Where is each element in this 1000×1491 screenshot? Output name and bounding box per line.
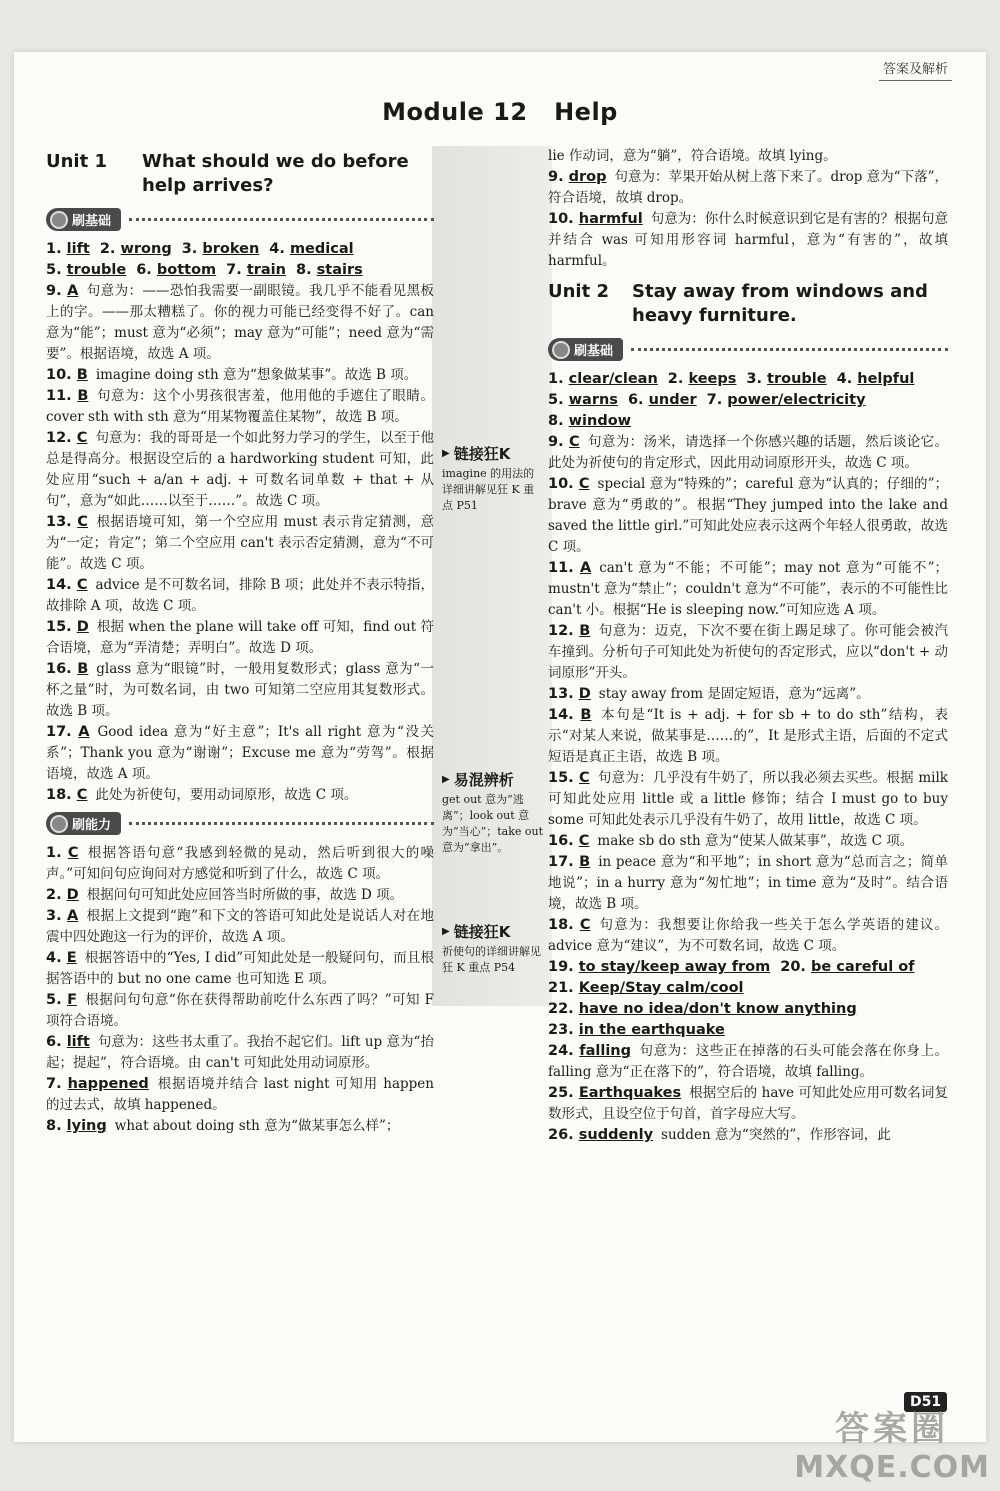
item-answer: C — [569, 434, 580, 450]
item-answer: D — [578, 686, 591, 702]
item-answer: C — [578, 476, 590, 492]
answer-line — [548, 369, 948, 390]
answer-number: 1. — [46, 241, 67, 257]
item-answer: harmful — [578, 211, 643, 227]
item-answer: C — [578, 770, 590, 786]
answer-group — [548, 1001, 857, 1017]
answer-group — [746, 371, 826, 387]
answer-number: 23. — [548, 1022, 579, 1038]
list-item — [46, 722, 434, 785]
item-answer: C — [578, 833, 590, 849]
item-number: 8. — [46, 1118, 67, 1134]
section-badge-ability — [46, 812, 434, 835]
sidebar-note-head: 链接狂K — [453, 923, 511, 941]
answer-group — [707, 392, 866, 408]
sidebar-note-link-1 — [442, 446, 544, 514]
item-answer: C — [67, 845, 79, 861]
answer-line — [548, 957, 948, 978]
item-number: 13. — [46, 514, 78, 530]
list-item — [548, 768, 948, 831]
answer-value: medical — [289, 241, 354, 257]
module-title: Module 12 Help — [382, 98, 618, 126]
item-explanation: advice 是不可数名词，排除 B 项；此处并不表示特指，故排除 A 项，故选 C 项。 — [46, 577, 434, 614]
answer-line — [548, 411, 948, 432]
item-number: 16. — [548, 833, 579, 849]
item-answer: drop — [568, 169, 607, 185]
item-number: 25. — [548, 1085, 579, 1101]
item-number: 16. — [46, 661, 78, 677]
list-item — [46, 990, 434, 1032]
sidebar-note-head: 易混辨析 — [453, 771, 514, 789]
answer-line — [548, 1020, 948, 1041]
answer-group — [100, 241, 172, 257]
item-answer: C — [579, 917, 591, 933]
item-number: 4. — [46, 950, 67, 966]
unit1-basic-answers — [46, 239, 434, 281]
item-explanation: 根据语境可知，第一个空应用 must 表示肯定猜测，意为“一定；肯定”；第二个空应用 can't 表示否定猜测，意为“不可能”。故选 C 项。 — [46, 514, 434, 572]
list-item — [46, 885, 434, 906]
left-column — [46, 146, 434, 1137]
answer-value: trouble — [66, 262, 127, 278]
item-explanation: 根据空后的 have 可知此处应用可数名词复数形式，且设空位于句首，首字母应大写。 — [548, 1085, 948, 1122]
list-item — [46, 281, 434, 365]
item-number: 9. — [548, 434, 570, 450]
unit1-heading — [46, 150, 434, 198]
item-explanation: 句意为：苹果开始从树上落下来了。drop 意为“下落”，符合语境，故填 drop。 — [548, 169, 948, 206]
unit2-phrase-answers — [548, 957, 948, 1041]
answer-number: 3. — [181, 241, 203, 257]
answer-group — [269, 241, 353, 257]
list-item — [46, 428, 434, 512]
list-item — [46, 512, 434, 575]
item-number: 6. — [46, 1034, 67, 1050]
item-explanation: stay away from 是固定短语，意为“远离”。 — [598, 686, 870, 702]
answer-group — [548, 980, 744, 996]
item-number: 5. — [46, 992, 68, 1008]
item-answer: falling — [579, 1043, 631, 1059]
item-explanation: make sb do sth 意为“使某人做某事”，故选 C 项。 — [597, 833, 914, 849]
item-explanation: glass 意为“眼镜”时，一般用复数形式；glass 意为“一杯之量”时，为可数名词，由 two 可知第二空应用其复数形式。故选 B 项。 — [46, 661, 434, 719]
item-answer: A — [78, 724, 90, 740]
answer-number: 7. — [226, 262, 247, 278]
item-number: 1. — [46, 845, 68, 861]
item-number: 17. — [46, 724, 79, 740]
item-answer: suddenly — [578, 1127, 654, 1143]
item-explanation: 根据上文提到“跑”和下文的答语可知此处是说话人对在地震中四处跑这一行为的评价，故选 A 项。 — [46, 908, 434, 945]
list-item — [548, 831, 948, 852]
watermark-top: 答案圈 — [835, 1409, 950, 1449]
list-item — [548, 684, 948, 705]
answer-line — [548, 999, 948, 1020]
list-item — [548, 167, 948, 209]
item-answer: D — [66, 887, 79, 903]
unit1-ability-items — [46, 843, 434, 1137]
item-number: 12. — [548, 623, 580, 639]
item-answer: C — [77, 514, 88, 530]
sidebar-note-link-2 — [442, 924, 544, 976]
answer-value: clear/clean — [568, 371, 658, 387]
list-item — [548, 852, 948, 915]
dotted-divider — [129, 218, 434, 221]
item-answer: B — [77, 388, 89, 404]
list-item — [46, 1116, 434, 1137]
item-answer: C — [76, 577, 88, 593]
answer-number: 6. — [627, 392, 649, 408]
item-explanation: imagine doing sth 意为“想象做某事”。故选 B 项。 — [95, 367, 418, 383]
answer-group — [46, 241, 90, 257]
sidebar-note-text: imagine 的用法的详细讲解见狂 K 重点 P51 — [442, 467, 535, 512]
answer-number: 21. — [548, 980, 579, 996]
item-answer: D — [76, 619, 89, 635]
item-number: 14. — [46, 577, 77, 593]
item-explanation: can't 意为“不能；不可能”；may not 意为“可能不”；mustn't 意为“禁止”；couldn't 意为“不可能”，表示的不可能性比 can't 小。根据“He is sleeping now.”可知应选 A 项。 — [548, 560, 948, 618]
unit2-title: Stay away from windows and heavy furniture. — [632, 281, 928, 326]
item-explanation: 根据答语句意“我感到轻微的晃动，然后听到很大的噪声。”可知问句应询问对方感觉和听到了什么，故选 C 项。 — [46, 845, 434, 882]
item-number: 2. — [46, 887, 67, 903]
answer-number: 4. — [836, 371, 858, 387]
answer-value: to stay/keep away from — [578, 959, 771, 975]
item-explanation: 句意为：我想要让你给我一些关于怎么学英语的建议。advice 意为“建议”，为不可数名词，故选 C 项。 — [548, 917, 948, 954]
item-number: 13. — [548, 686, 579, 702]
dotted-divider — [129, 822, 434, 825]
answer-group — [136, 262, 216, 278]
continued-text: lie 作动词，意为“躺”，符合语境。故填 lying。 — [548, 148, 837, 164]
answer-number: 2. — [667, 371, 689, 387]
item-number: 3. — [46, 908, 68, 924]
answer-value: broken — [202, 241, 260, 257]
item-number: 15. — [46, 619, 77, 635]
item-explanation: 句意为：你什么时候意识到它是有害的？根据句意并结合 was 可知用形容词 harmful，意为“有害的”，故填 harmful。 — [548, 211, 948, 269]
item-number: 17. — [548, 854, 580, 870]
answer-value: be careful of — [811, 959, 915, 975]
item-number: 9. — [548, 169, 569, 185]
item-explanation: 句意为：——恐怕我需要一副眼镜。我几乎不能看见黑板上的字。——那太糟糕了。你的视力可能已经变得不好了。can 意为“能”；must 意为“必须”；may 意为“可能”；need 意为“需要”。根据语境，故选 A 项。 — [46, 283, 434, 362]
answer-line — [548, 390, 948, 411]
item-explanation: what about doing sth 意为“做某事怎么样”； — [114, 1118, 400, 1134]
item-number: 15. — [548, 770, 579, 786]
list-item — [548, 209, 948, 272]
answer-group — [837, 371, 915, 387]
answer-number: 2. — [99, 241, 121, 257]
answer-value: under — [648, 392, 697, 408]
answer-group — [548, 1022, 725, 1038]
answer-group — [780, 959, 914, 975]
answer-value: wrong — [120, 241, 172, 257]
answer-value: window — [568, 413, 632, 429]
section-badge-basic — [46, 208, 434, 231]
answer-number: 7. — [706, 392, 728, 408]
list-item — [46, 365, 434, 386]
unit2-basic-answers — [548, 369, 948, 432]
answer-line — [548, 978, 948, 999]
answer-value: Keep/Stay calm/cool — [578, 980, 744, 996]
badge-label: 刷能力 — [72, 818, 112, 833]
item-number: 26. — [548, 1127, 579, 1143]
list-item — [46, 575, 434, 617]
item-number: 11. — [548, 560, 580, 576]
answer-group — [668, 371, 737, 387]
answer-number: 3. — [746, 371, 768, 387]
item-answer: A — [67, 283, 79, 299]
right-items — [548, 167, 948, 272]
item-explanation: 根据问句可知此处应回答当时所做的事，故选 D 项。 — [86, 887, 404, 903]
answer-number: 19. — [548, 959, 579, 975]
list-item — [46, 659, 434, 722]
answer-group — [548, 959, 770, 975]
answer-number: 5. — [548, 392, 569, 408]
list-item — [46, 948, 434, 990]
page-number: D51 — [904, 1392, 947, 1412]
answer-number: 5. — [46, 262, 67, 278]
item-explanation: 句意为：几乎没有牛奶了，所以我必须去买些。根据 milk 可知此处应用 little 或 a little 修饰；结合 I must go to buy some 可知此处表示几乎没有牛奶了，故用 little，故选 C 项。 — [548, 770, 948, 828]
item-explanation: 句意为：汤米，请选择一个你感兴趣的话题，然后谈论它。此处为祈使句的肯定形式，因此用动词原形开头，故选 C 项。 — [548, 434, 948, 471]
list-item — [46, 1032, 434, 1074]
unit2-number: Unit 2 — [548, 281, 609, 302]
answer-value: train — [246, 262, 286, 278]
answer-group — [46, 262, 126, 278]
item-number: 10. — [548, 211, 579, 227]
badge-label: 刷基础 — [72, 214, 112, 229]
section-badge-basic — [548, 338, 948, 361]
item-number: 10. — [548, 476, 579, 492]
answer-group — [296, 262, 363, 278]
item-answer: B — [77, 661, 89, 677]
answer-number: 8. — [295, 262, 317, 278]
item-number: 18. — [46, 787, 77, 803]
answer-value: trouble — [767, 371, 827, 387]
item-answer: A — [67, 908, 79, 924]
answer-number: 8. — [548, 413, 569, 429]
answer-group — [226, 262, 286, 278]
brush-icon — [552, 341, 570, 359]
item-answer: F — [67, 992, 77, 1008]
sidebar-note-head: 链接狂K — [453, 445, 511, 463]
item-explanation: 句意为：这个小男孩很害羞，他用他的手遮住了眼睛。cover sth with sth 意为“用某物覆盖住某物”，故选 B 项。 — [46, 388, 434, 425]
answer-value: stairs — [316, 262, 363, 278]
item-answer: E — [66, 950, 77, 966]
unit2-items — [548, 432, 948, 957]
answer-value: helpful — [857, 371, 915, 387]
item-number: 14. — [548, 707, 581, 723]
item-explanation: 句意为：迈克，下次不要在街上踢足球了。你可能会被汽车撞到。分析句子可知此处为祈使句的否定形式，应以“don't + 动词原形”开头。 — [548, 623, 948, 681]
item-answer: C — [76, 787, 88, 803]
brush-icon — [50, 211, 68, 229]
answer-number: 4. — [269, 241, 290, 257]
watermark — [794, 1401, 990, 1485]
item-number: 18. — [548, 917, 580, 933]
sidebar-panel — [432, 146, 552, 1006]
answer-number: 6. — [136, 262, 157, 278]
answer-number: 22. — [548, 1001, 579, 1017]
list-item — [548, 432, 948, 474]
list-item — [548, 558, 948, 621]
item-number: 9. — [46, 283, 68, 299]
item-number: 24. — [548, 1043, 580, 1059]
item-answer: lying — [66, 1118, 107, 1134]
item-explanation: Good idea 意为“好主意”；It's all right 意为“没关系”；Thank you 意为“谢谢”；Excuse me 意为“劳驾”。根据语境，故选 A 项。 — [46, 724, 434, 782]
item-number: 11. — [46, 388, 78, 404]
item-explanation: 此处为祈使句，要用动词原形，故选 C 项。 — [95, 787, 358, 803]
answer-line — [46, 239, 434, 260]
answer-value: in the earthquake — [578, 1022, 725, 1038]
item-answer: lift — [66, 1034, 90, 1050]
list-item — [548, 1083, 948, 1125]
item-explanation: 根据答语中的“Yes, I did”可知此处是一般疑问句，而且根据答语中的 but no one came 也可知选 E 项。 — [46, 950, 434, 987]
right-column — [548, 146, 948, 1146]
list-item — [548, 621, 948, 684]
unit2-heading — [548, 280, 948, 328]
list-item — [548, 705, 948, 768]
answer-number: 20. — [780, 959, 811, 975]
item-explanation: 根据语境并结合 last night 可知用 happen 的过去式，故填 happened。 — [46, 1076, 434, 1113]
item-explanation: 根据 when the plane will take off 可知，find out 符合语境，意为“弄清楚；弄明白”。故选 D 项。 — [46, 619, 434, 656]
list-item — [46, 785, 434, 806]
unit2-items-final — [548, 1041, 948, 1146]
unit1-items — [46, 281, 434, 806]
list-item — [46, 1074, 434, 1116]
answer-value: lift — [66, 241, 90, 257]
item-explanation: 句意为：这些书太重了。我抬不起它们。lift up 意为“抬起；提起”，符合语境。由 can't 可知此处用动词原形。 — [46, 1034, 434, 1071]
answer-group — [548, 371, 658, 387]
item-explanation: 句意为：我的哥哥是一个如此努力学习的学生，以至于他总是得高分。根据设空后的 a hardworking student 可知，此处应用“such + a/an + adj. + 可数名词单数 + that + 从句”，意为“如此……以至于……”。故选 C 项。 — [46, 430, 434, 509]
item-number: 10. — [46, 367, 77, 383]
answer-value: have no idea/don't know anything — [578, 1001, 857, 1017]
answer-group — [548, 413, 631, 429]
list-item — [548, 1125, 948, 1146]
item-answer: B — [579, 623, 591, 639]
item-explanation: in peace 意为“和平地”；in short 意为“总而言之；简单地说”；in a hurry 意为“匆忙地”；in time 意为“及时”。结合语境，故选 B 项。 — [548, 854, 948, 912]
list-item — [46, 906, 434, 948]
item-number: 12. — [46, 430, 77, 446]
item-explanation: special 意为“特殊的”；careful 意为“认真的；仔细的”；brave 意为“勇敢的”。根据“They jumped into the lake and saved the little girl.”可知此处应表示这两个年轻人很勇敢，故选 C 项。 — [548, 476, 948, 555]
answer-number: 1. — [548, 371, 569, 387]
unit1-number: Unit 1 — [46, 151, 107, 172]
item-answer: A — [579, 560, 592, 576]
brush-icon — [50, 815, 68, 833]
answer-value: warns — [568, 392, 618, 408]
answer-value: keeps — [688, 371, 737, 387]
item-explanation: sudden 意为“突然的”，作形容词，此 — [661, 1127, 891, 1143]
list-item — [548, 1041, 948, 1083]
list-item — [548, 915, 948, 957]
list-item — [46, 617, 434, 659]
triangle-icon: ▶ — [442, 774, 450, 785]
header-tag: 答案及解析 — [879, 58, 952, 81]
item-answer: C — [76, 430, 88, 446]
answer-value: power/electricity — [727, 392, 866, 408]
answer-group — [628, 392, 697, 408]
item-explanation: 根据问句句意“你在获得帮助前吃什么东西了吗？”可知 F 项符合语境。 — [46, 992, 434, 1029]
watermark-bottom: MXQE.COM — [794, 1450, 990, 1485]
dotted-divider — [631, 348, 948, 351]
list-item — [548, 474, 948, 558]
sidebar-note-text: 祈使句的详细讲解见狂 K 重点 P54 — [442, 945, 541, 974]
item-explanation: 句意为：这些正在掉落的石头可能会落在你身上。falling 意为“正在落下的”，符合语境，故填 falling。 — [548, 1043, 948, 1080]
item-answer: B — [76, 367, 88, 383]
sidebar-note-confusables — [442, 772, 544, 856]
item-answer: Earthquakes — [578, 1085, 682, 1101]
item-answer: B — [579, 854, 591, 870]
sidebar-note-text: get out 意为“逃离”；look out 意为“当心”；take out 意为“拿出”。 — [442, 793, 544, 854]
answer-group — [548, 392, 618, 408]
item-answer: happened — [67, 1076, 149, 1092]
answer-value: bottom — [156, 262, 217, 278]
item-number: 7. — [46, 1076, 68, 1092]
answer-group — [182, 241, 260, 257]
answer-line — [46, 260, 434, 281]
triangle-icon: ▶ — [442, 926, 450, 937]
list-item — [46, 386, 434, 428]
list-item — [46, 843, 434, 885]
item-explanation: 本句是“It is + adj. + for sb + to do sth”结构，表示“对某人来说，做某事是……的”，It 是形式主语，后面的不定式短语是真正主语，故选 B 项。 — [548, 707, 948, 765]
item-answer: B — [580, 707, 592, 723]
badge-label: 刷基础 — [574, 344, 614, 359]
unit1-title: What should we do before help arrives? — [142, 151, 409, 196]
triangle-icon: ▶ — [442, 448, 450, 459]
